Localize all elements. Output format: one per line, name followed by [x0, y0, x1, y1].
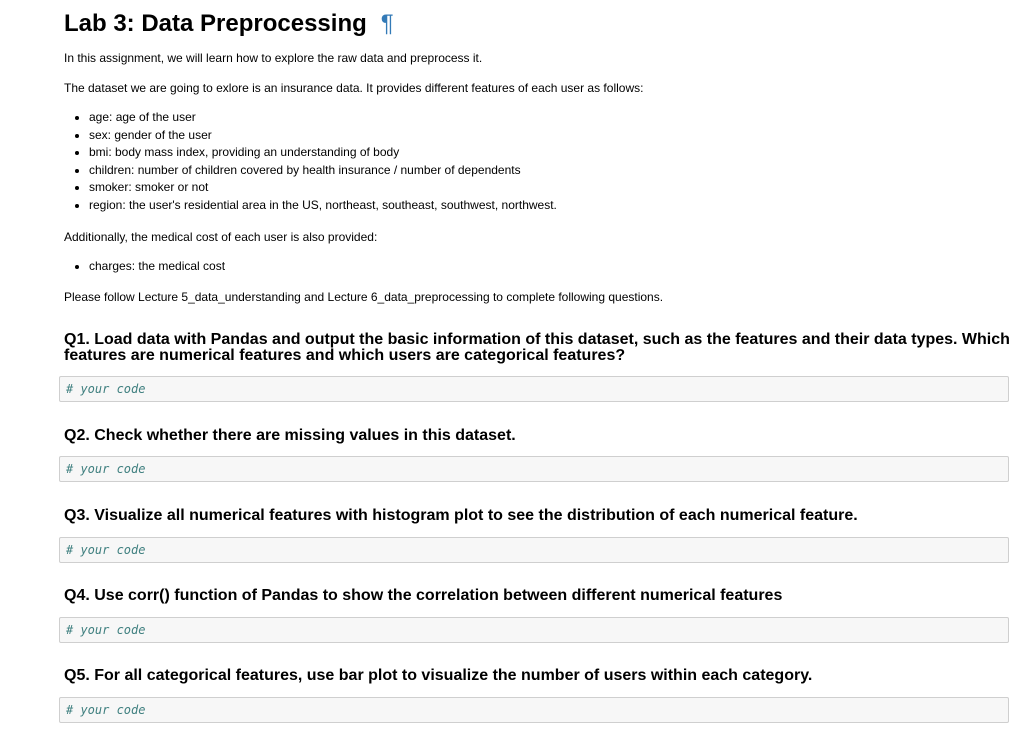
- code-comment: # your code: [66, 543, 146, 557]
- code-comment: # your code: [66, 703, 146, 717]
- code-comment: # your code: [66, 382, 146, 396]
- additional-paragraph: Additionally, the medical cost of each user is also provided:: [64, 230, 378, 244]
- question-heading-q1: Q1. Load data with Pandas and output the basic information of this dataset, such as the features and their data types. Which features are numerical features and which users are categorical features?: [64, 331, 1010, 364]
- list-item: smoker: smoker or not: [64, 179, 1014, 197]
- follow-paragraph: Please follow Lecture 5_data_understanding and Lecture 6_data_preprocessing to complete following questions.: [64, 290, 664, 304]
- list-item: region: the user's residential area in the US, northeast, southeast, southwest, northwest.: [64, 197, 1014, 215]
- question-heading-q4: Q4. Use corr() function of Pandas to show the correlation between different numerical features: [64, 587, 783, 604]
- extra-feature-list: [64, 258, 1014, 276]
- code-cell-q2[interactable]: [59, 456, 1009, 482]
- code-cell-q4[interactable]: [59, 617, 1009, 643]
- title-text: Lab 3: Data Preprocessing: [64, 10, 367, 37]
- code-comment: # your code: [66, 623, 146, 637]
- anchor-link-icon[interactable]: ¶: [380, 10, 394, 37]
- question-heading-q3: Q3. Visualize all numerical features with histogram plot to see the distribution of each numerical feature.: [64, 507, 858, 524]
- list-item: sex: gender of the user: [64, 127, 1014, 145]
- question-heading-q5: Q5. For all categorical features, use bar plot to visualize the number of users within each category.: [64, 667, 813, 684]
- list-item: bmi: body mass index, providing an understanding of body: [64, 144, 1014, 162]
- list-item: age: age of the user: [64, 109, 1014, 127]
- list-item: charges: the medical cost: [64, 258, 1014, 276]
- code-cell-q1[interactable]: [59, 376, 1009, 402]
- question-heading-q2: Q2. Check whether there are missing values in this dataset.: [64, 427, 516, 444]
- intro-paragraph: In this assignment, we will learn how to explore the raw data and preprocess it.: [64, 51, 483, 65]
- code-cell-q3[interactable]: [59, 537, 1009, 563]
- list-item: children: number of children covered by health insurance / number of dependents: [64, 162, 1014, 180]
- notebook-title: [64, 8, 394, 40]
- code-comment: # your code: [66, 462, 146, 476]
- dataset-description: The dataset we are going to exlore is an insurance data. It provides different features of each user as follows:: [64, 81, 644, 95]
- feature-list: [64, 109, 1014, 215]
- code-cell-q5[interactable]: [59, 697, 1009, 723]
